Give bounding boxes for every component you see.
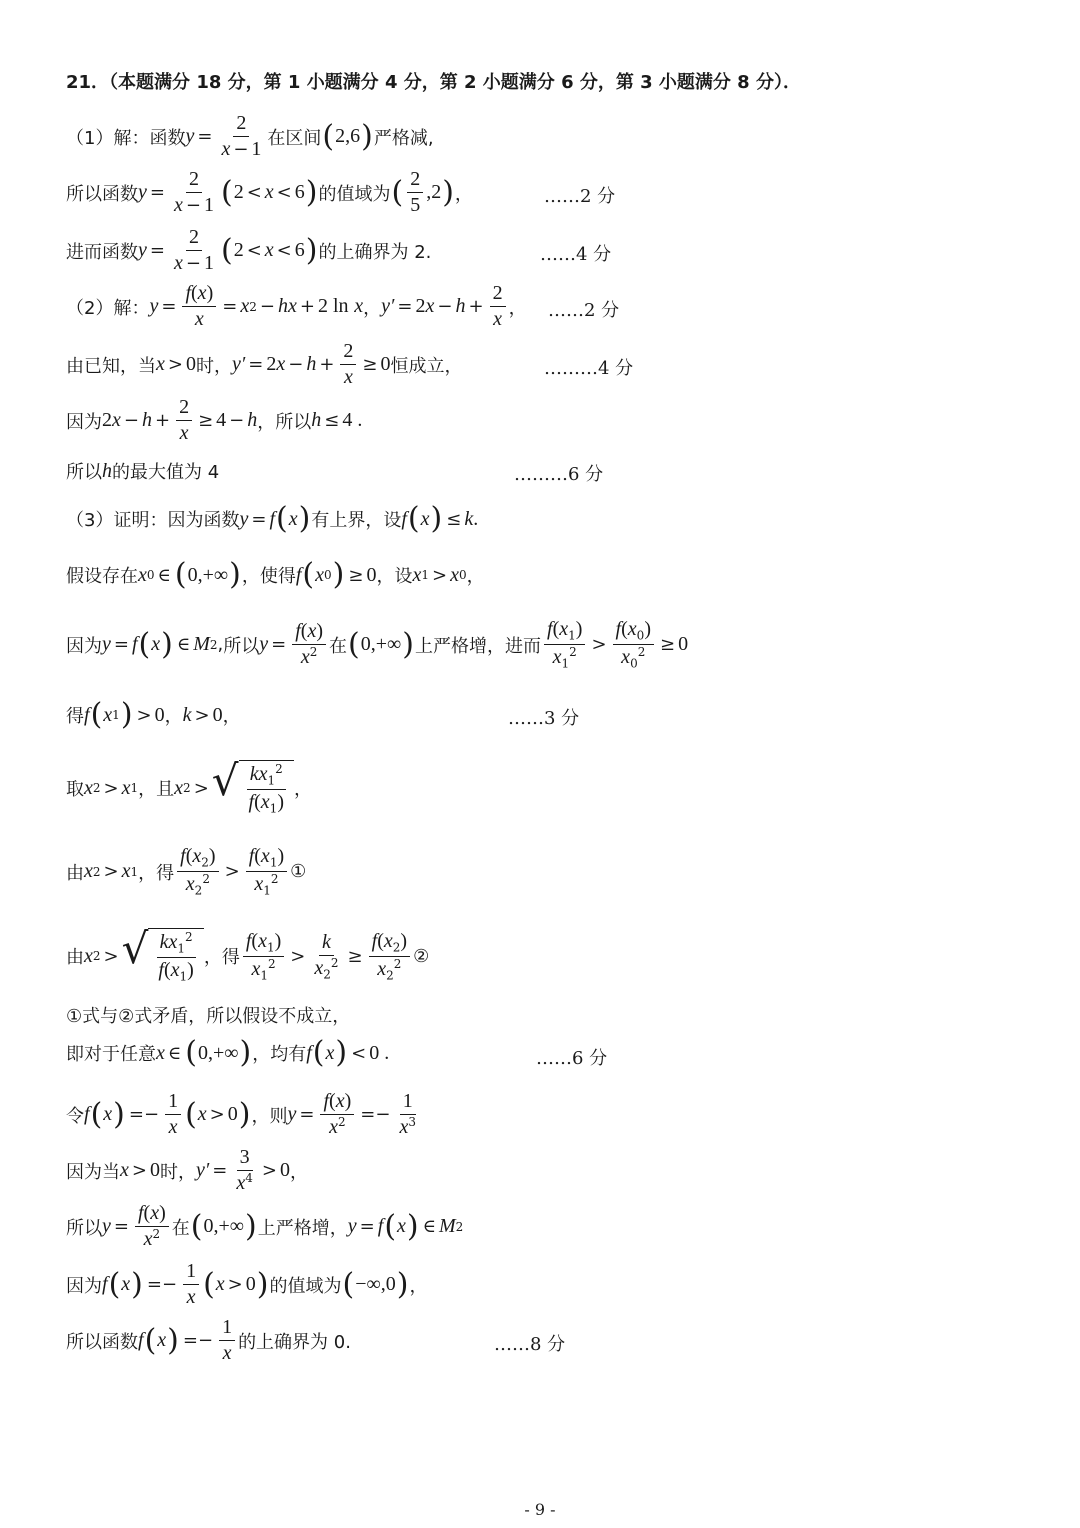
- part1-line3: 进而函数 y = $\frac{2}{x - 1}$ ( 2 < x < 6 ) 的上确界为 2.: [66, 226, 432, 274]
- score-mark: ……2 分: [548, 300, 620, 321]
- score-mark: ………4 分: [544, 358, 634, 379]
- part1-line1: （1）解：函数 y = $\frac{2}{x - 1}$ 在区间 ( 2,6 ) 严格减,: [66, 112, 434, 160]
- question-title: 21．（本题满分 18 分，第 1 小题满分 4 分，第 2 小题满分 6 分，第 3 小题满分 8 分）．: [66, 72, 801, 93]
- part3-line14: 所以函数 f ( x ) =− $\frac{1}{x}$ 的上确界为 0.: [66, 1316, 351, 1364]
- part3-line12: 所以 y = $\frac{f(x)}{x^2}$ 在 ( 0,+∞ ) 上严格增， y = f ( x ) ∈ M 2: [66, 1202, 464, 1250]
- part3-line10: 令 f ( x ) =− $\frac{1}{x}$ ( x > 0 ) ，则 y = $\frac{f(x)}{x^2}$ =− $\frac{1}{x^3}$: [66, 1090, 416, 1138]
- part3-line8: ①式与②式矛盾，所以假设不成立，: [66, 1006, 351, 1027]
- score-mark: ……2 分: [544, 186, 616, 207]
- part3-line7: 由 x 2 > √ $\frac{kx_1^2}{f(x_1)}$ ，得 $\frac{f(x_1)}{x_1^2}$ > $\frac{k}{x_2^2}$ ≥ $\frac{f(x_2)}{x_2^2}$ ②: [66, 924, 430, 984]
- part2-line2: 由已知，当 x > 0 时， y′ = 2 x − h + $\frac{2}{x}$ ≥ 0 恒成立，: [66, 340, 463, 388]
- part3-line6: 由 x 2 > x 1 ，得 $\frac{f(x_2)}{x_2^2}$ > $\frac{f(x_1)}{x_1^2}$ ①: [66, 845, 307, 898]
- part2-line1: （2）解： y = $\frac{f(x)}{x}$ = x 2 − hx + 2 ln x ， y′ = 2 x − h + $\frac{2}{x}$ ，: [66, 282, 527, 330]
- part3-line3: 因为 y = f ( x ) ∈ M 2 , 所以 y = $\frac{f(x)}{x^2}$ 在 ( 0,+∞ ) 上严格增，进而 $\frac{f(x_1)}{x_1^2}$ > $\frac{f(x_0)}{x_0^2}$ ≥ 0: [66, 618, 689, 671]
- page-number: - 9 -: [524, 1500, 556, 1519]
- part3-line4: 得 f ( x 1 ) > 0 ， k > 0 ，: [66, 697, 241, 732]
- score-mark: ……4 分: [540, 244, 612, 265]
- score-mark: ……6 分: [536, 1048, 608, 1069]
- part3-line2: 假设存在 x 0 ∈ ( 0,+∞ ) ，使得 f ( x 0 ) ≥ 0 ，设 x 1 > x 0 ，: [66, 557, 485, 592]
- score-mark: ……3 分: [508, 708, 580, 729]
- part3-line5: 取 x 2 > x 1 ，且 x 2 > √ $\frac{kx_1^2}{f(x_1)}$ ，: [66, 756, 312, 816]
- part3-line9: 即对于任意 x ∈ ( 0,+∞ ) ，均有 f ( x ) < 0 .: [66, 1035, 390, 1070]
- part3-line13: 因为 f ( x ) =− $\frac{1}{x}$ ( x > 0 ) 的值域为 ( −∞,0 ) ，: [66, 1260, 428, 1308]
- part3-line11: 因为当 x > 0 时， y′ = $\frac{3}{x^4}$ > 0 ，: [66, 1146, 308, 1194]
- part2-line4: 所以 h 的最大值为 4: [66, 459, 220, 483]
- score-mark: ………6 分: [514, 464, 604, 485]
- part3-line1: （3）证明：因为函数 y = f ( x ) 有上界，设 f ( x ) ≤ k .: [66, 501, 479, 536]
- score-mark: ……8 分: [494, 1334, 566, 1355]
- part1-line2: 所以函数 y = $\frac{2}{x - 1}$ ( 2 < x < 6 ) 的值域为 ( $\frac{2}{5}$ ,2 ) ，: [66, 168, 473, 216]
- part2-line3: 因为 2 x − h + $\frac{2}{x}$ ≥ 4 − h ，所以 h ≤ 4 .: [66, 396, 363, 444]
